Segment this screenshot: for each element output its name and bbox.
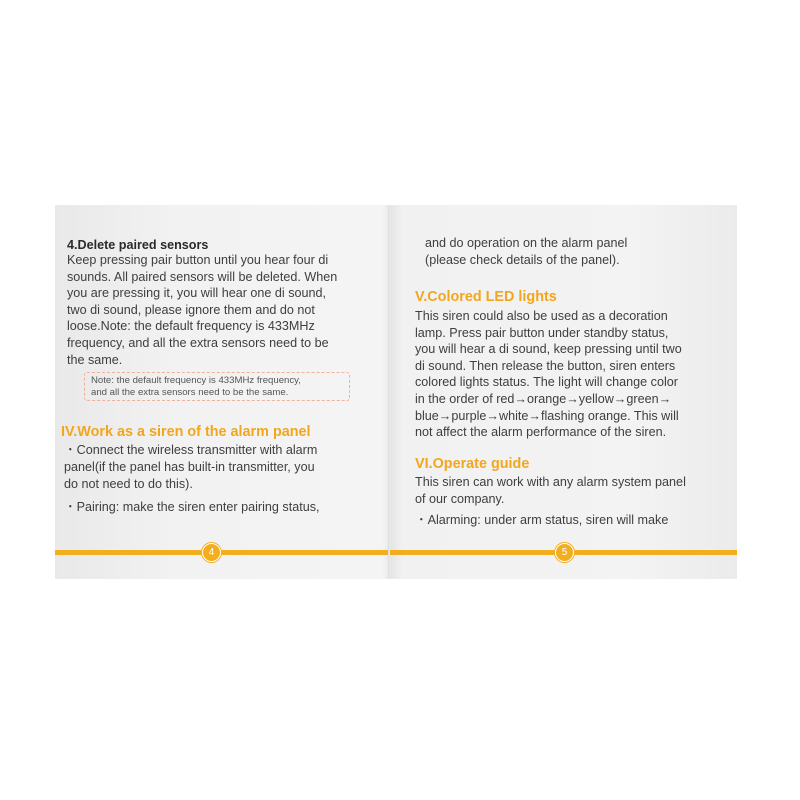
note-line: and all the extra sensors need to be the same. (91, 387, 289, 398)
section-iv-heading: IV.Work as a siren of the alarm panel (61, 424, 311, 440)
section-v-line: in the order of red→orange→yellow→green→ (415, 392, 672, 406)
page-number-badge: 4 (202, 543, 221, 562)
section4-line: loose.Note: the default frequency is 433MHz (67, 319, 315, 334)
page-5 (390, 205, 737, 579)
continued-line: and do operation on the alarm panel (425, 236, 628, 250)
section4-line: frequency, and all the extra sensors need to be (67, 336, 329, 350)
instruction-booklet (55, 205, 737, 579)
section4-line: the same. (67, 352, 123, 367)
section-v-line: not affect the alarm performance of the siren. (415, 425, 667, 440)
page-footer-bar (55, 550, 388, 555)
section-iv-line: ・Connect the wireless transmitter with alarm (64, 443, 318, 457)
section-vi-line: of our company. (415, 491, 505, 506)
section-vi-heading: VI.Operate guide (415, 456, 530, 472)
continued-line: (please check details of the panel). (425, 253, 620, 267)
section-v-line: colored lights status. The light will change color (415, 375, 678, 390)
section4-line: you are pressing it, you will hear one di sound, (67, 286, 327, 301)
section-vi-line: ・Alarming: under arm status, siren will make (415, 513, 669, 527)
note-box (84, 372, 350, 401)
section4-line: Keep pressing pair button until you hear four di (67, 253, 329, 267)
section-v-line: di sound. Then release the button, siren enters (415, 358, 676, 373)
section-v-line: blue→purple→white→flashing orange. This will (415, 408, 679, 423)
page-4 (55, 205, 388, 579)
section-iv-line: do not need to do this). (64, 477, 193, 491)
section-v-line: you will hear a di sound, keep pressing until two (415, 342, 682, 357)
section4-line: sounds. All paired sensors will be deleted. When (67, 269, 338, 284)
section-v-line: This siren could also be used as a decoration (415, 309, 668, 323)
note-line: Note: the default frequency is 433MHz frequency, (91, 375, 301, 386)
page-number-badge: 5 (555, 543, 574, 562)
section-v-heading: V.Colored LED lights (415, 289, 557, 305)
section-iv-line: panel(if the panel has built-in transmitter, you (64, 460, 315, 474)
section4-heading: 4.Delete paired sensors (67, 238, 209, 252)
section-v-line: lamp. Press pair button under standby status, (415, 325, 669, 340)
section-vi-line: This siren can work with any alarm system panel (415, 475, 686, 489)
section-iv-line: ・Pairing: make the siren enter pairing status, (64, 500, 320, 514)
section4-line: two di sound, please ignore them and do not (67, 302, 315, 317)
